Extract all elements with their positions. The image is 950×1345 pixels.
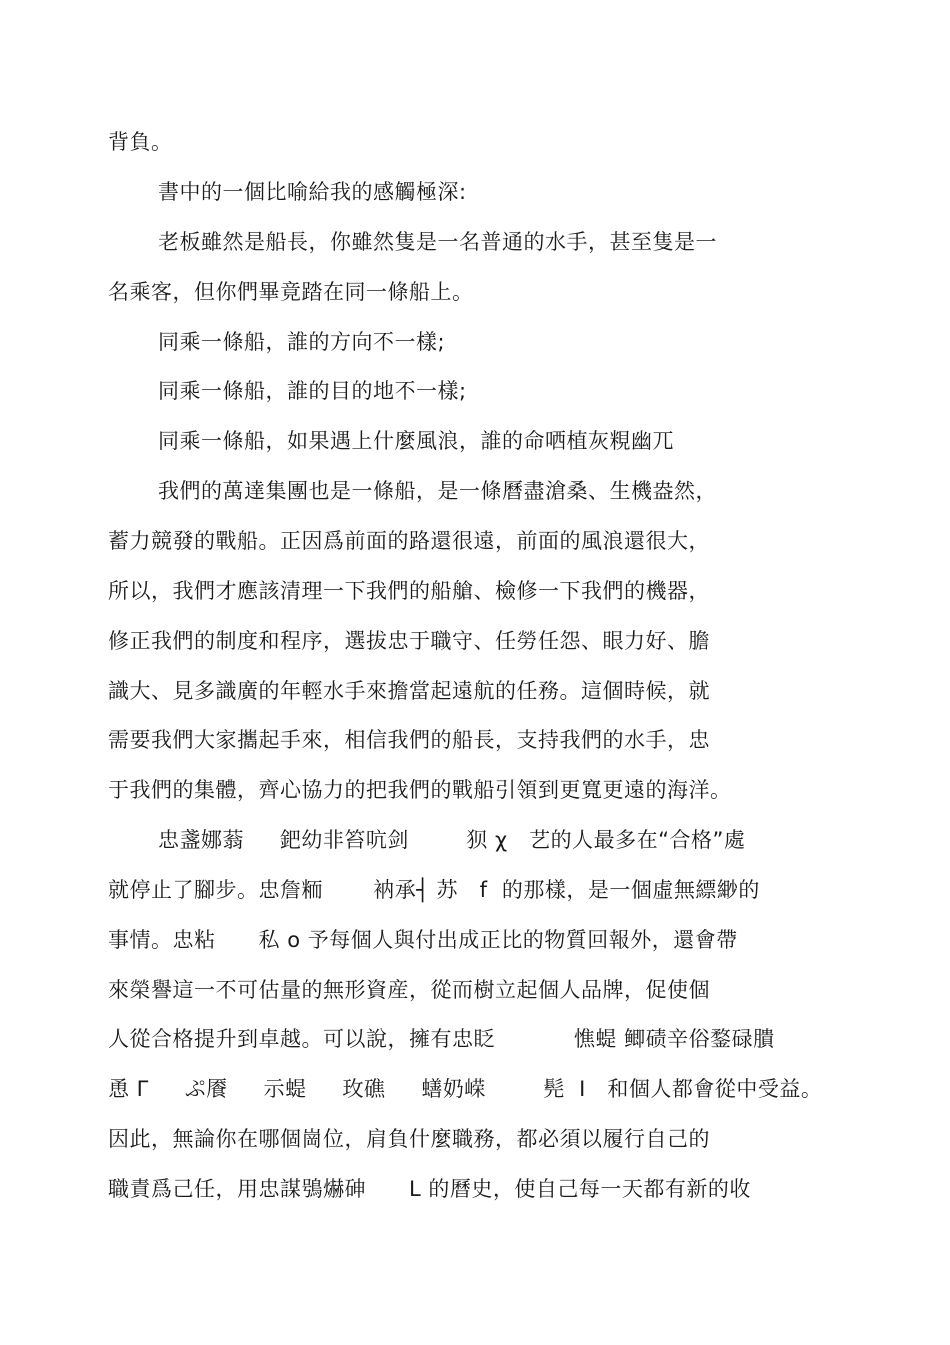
paragraph-line: 于我們的集體，齊心協力的把我們的戰船引領到更寬更遠的海洋。 [108, 778, 732, 802]
paragraph-line: 忠盞娜蓊 鈀幼非笞吭剑 狈 χ 艺的人最多在“合格”處 [158, 828, 746, 852]
paragraph-line: 背負。 [108, 130, 173, 154]
paragraph-line: 來榮譽這一不可估量的無形資産，從而樹立起個人品牌，促使個 [108, 978, 710, 1002]
paragraph-line: 蓄力競發的戰船。正因爲前面的路還很遠，前面的風浪還很大， [108, 529, 710, 553]
paragraph-line: 識大、見多識廣的年輕水手來擔當起遠航的任務。這個時候，就 [108, 679, 710, 703]
paragraph-line: 職責爲己任，用忠謀鴞爀砷 L 的曆史，使自己每一天都有新的收 [108, 1177, 751, 1201]
paragraph-line: 事情。忠粘 私 o 予每個人與付出成正比的物質回報外，還會帶 [108, 928, 738, 952]
paragraph-line: 同乘一條船，誰的方向不一樣; [158, 330, 446, 354]
paragraph-line: 就停止了腳步。忠詹粫 衲承┤ 苏 f 的那樣，是一個虛無縹緲的 [108, 878, 760, 902]
paragraph-line: 修正我們的制度和程序，選拔忠于職守、任勞任怨、眼力好、膽 [108, 629, 710, 653]
paragraph-line: 恿 Γ ぷ餍 示蝭 玫礁 蟮奶嵘 髡 I 和個人都會從中受益。 [108, 1077, 823, 1101]
paragraph-line: 人從合格提升到卓越。可以說，擁有忠眨 憔蝭 鲫碛辛俗鍪碌膭 [108, 1027, 775, 1051]
paragraph-line: 同乘一條船，如果遇上什麼風浪，誰的命哂植灰粯幽兀 [158, 429, 674, 453]
paragraph-line: 因此，無論你在哪個崗位，肩負什麼職務，都必須以履行自己的 [108, 1127, 710, 1151]
paragraph-line: 書中的一個比喻給我的感觸極深: [158, 180, 467, 204]
paragraph-line: 我們的萬達集團也是一條船，是一條曆盡滄桑、生機盎然， [158, 479, 717, 503]
paragraph-line: 需要我們大家攜起手來，相信我們的船長，支持我們的水手，忠 [108, 728, 710, 752]
paragraph-line: 同乘一條船，誰的目的地不一樣; [158, 379, 467, 403]
paragraph-line: 所以，我們才應該清理一下我們的船艙、檢修一下我們的機器， [108, 579, 710, 603]
paragraph-line: 老板雖然是船長，你雖然隻是一名普通的水手，甚至隻是一 [158, 230, 717, 254]
paragraph-line: 名乘客，但你們畢竟踏在同一條船上。 [108, 280, 474, 304]
